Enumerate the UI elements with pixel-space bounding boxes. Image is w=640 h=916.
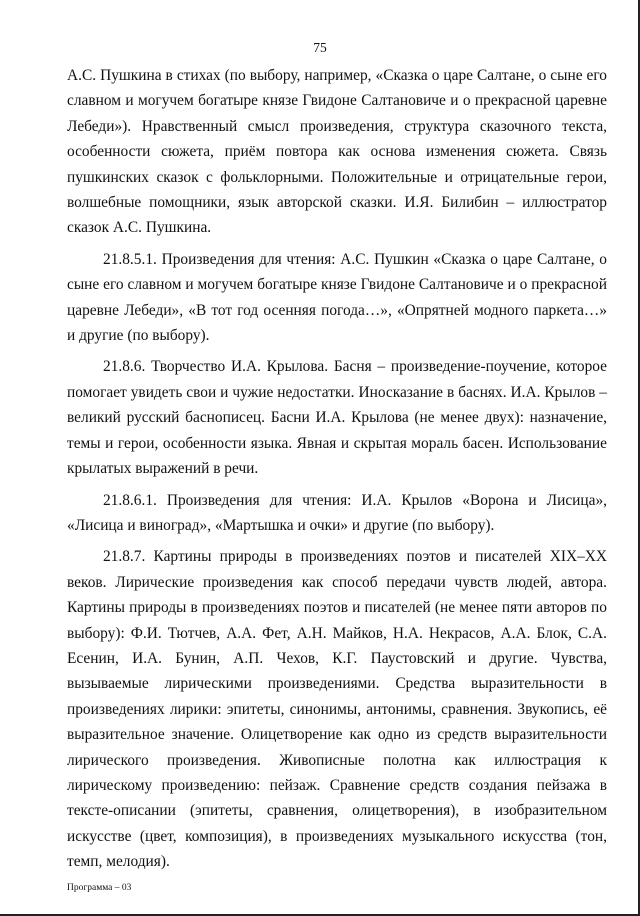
footer-label: Программа – 03: [67, 883, 132, 893]
paragraph-21-8-7: 21.8.7. Картины природы в произведениях поэтов и писателей XIX–XX веков. Лирические произведения как способ передачи чувств людей, автора. Картины природы в произведениях поэтов и писателей (не менее пяти авторов по выбору): Ф.И. Тютчев, А.А. Фет, А.Н. Майков, Н.А. Некрасов, А.А. Блок, С.А. Есенин, И.А. Бунин, А.П. Чехов, К.Г. Паустовский и другие. Чувства, вызываемые лирическими произведениями. Средства выразительности в произведениях лирики: эпитеты, синонимы, антонимы, сравнения. Звукопись, её выразительное значение. Олицетворение как одно из средств выразительности лирического произведения. Живописные полотна как иллюстрация к лирическому произведению: пейзаж. Сравнение средств создания пейзажа в тексте-описании (эпитеты, сравнения, олицетворения), в изобразительном искусстве (цвет, композиция), в произведениях музыкального искусства (тон, темп, мелодия).: [67, 548, 607, 871]
paragraph-21-8-5-1: 21.8.5.1. Произведения для чтения: А.С. Пушкин «Сказка о царе Салтане, о сыне его славном и могучем богатыре князе Гвидоне Салтановиче и о прекрасной царевне Лебеди», «В тот год осенняя погода…», «Опрятней модного паркета…» и другие (по выбору).: [67, 250, 607, 345]
page-number: 75: [313, 40, 327, 55]
paragraph-21-8-6-1: 21.8.6.1. Произведения для чтения: И.А. Крылов «Ворона и Лисица», «Лисица и виноград», «Мартышка и очки» и другие (по выбору).: [67, 491, 607, 534]
body-text: [67, 63, 607, 881]
paragraph-continuation: А.С. Пушкина в стихах (по выбору, например, «Сказка о царе Салтане, о сыне его славном и могучем богатыре князе Гвидоне Салтановиче и о прекрасной царевне Лебеди»). Нравственный смысл произведения, структура сказочного текста, особенности сюжета, приём повтора как основа изменения сюжета. Связь пушкинских сказок с фольклорными. Положительные и отрицательные герои, волшебные помощники, язык авторской сказки. И.Я. Билибин – иллюстратор сказок А.С. Пушкина.: [67, 67, 607, 237]
paragraph-21-8-6: 21.8.6. Творчество И.А. Крылова. Басня – произведение-поучение, которое помогает увидеть свои и чужие недостатки. Иносказание в баснях. И.А. Крылов – великий русский баснописец. Басни И.А. Крылова (не менее двух): назначение, темы и герои, особенности языка. Явная и скрытая мораль басен. Использование крылатых выражений в речи.: [67, 358, 607, 478]
